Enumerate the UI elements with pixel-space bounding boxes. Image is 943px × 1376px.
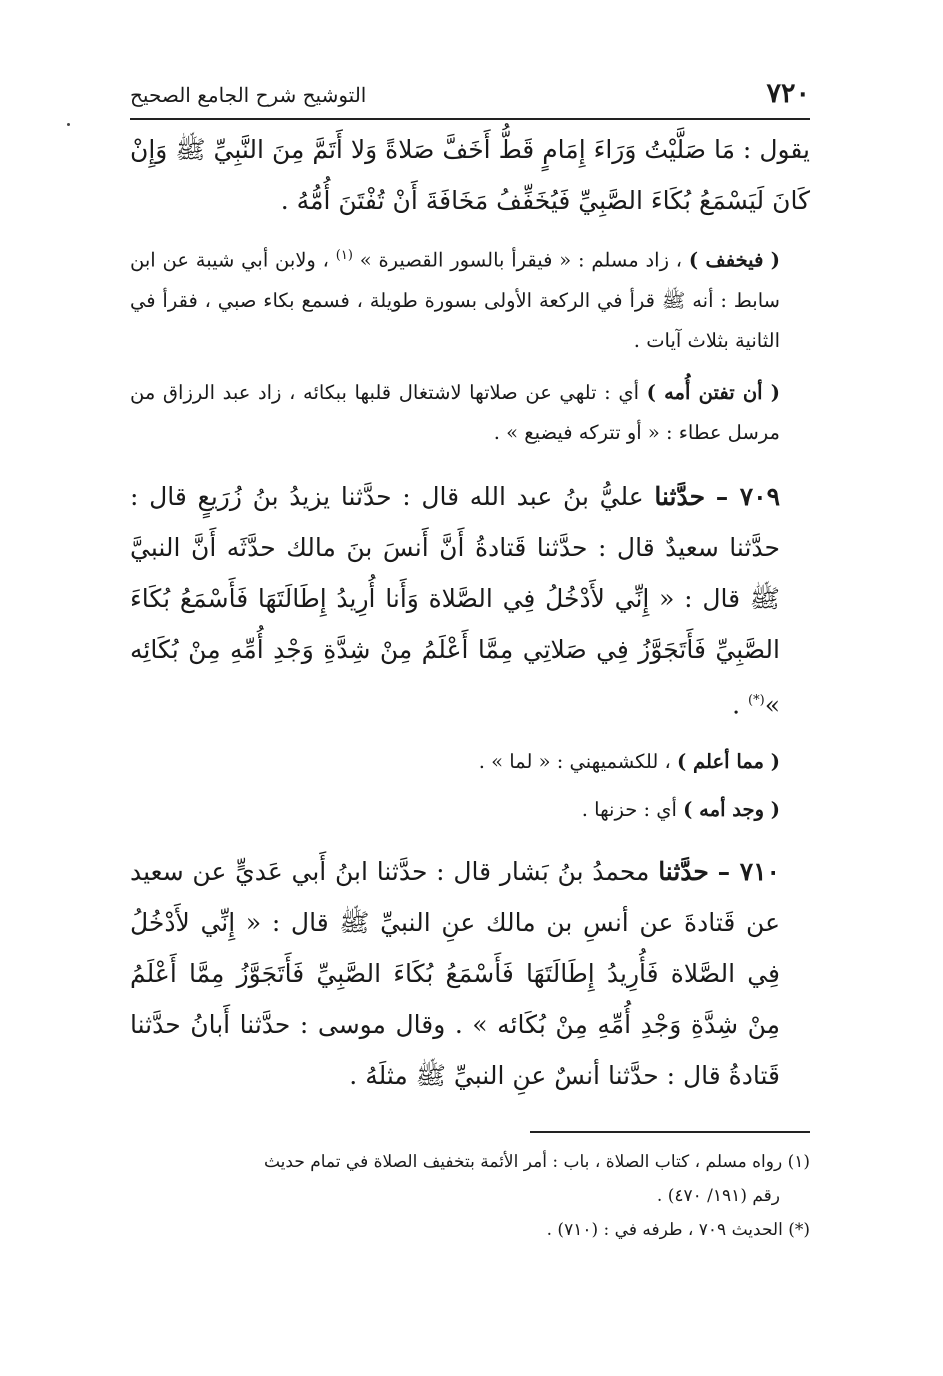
footnote-star: (*) الحديث ٧٠٩ ، طرفه في : (٧١٠) . <box>546 1219 810 1240</box>
scan-speck <box>67 123 70 126</box>
commentary-text: ، زاد مسلم : « فيقرأ بالسور القصيرة » <box>359 248 683 272</box>
hadith-text: محمدُ بنُ بَشار قال : حدَّثنا ابنُ أَبي عَديٍّ عن سعيد عن قَتادةَ عن أنسِ بن مالك عنِ النبيِّ ﷺ قال : « إِنِّي لأَدْخُلُ فِي الصَّلاة فَأُرِيدُ إِطَالَتَهَا فَأَسْمَعُ بُكَاءَ الصَّبِيِّ فَأَتَجَوَّزُ مِمَّا أَعْلَمُ مِنْ شِدَّةِ وَجْدِ أُمِّهِ مِنْ بُكَائه » . وقال موسى : حدَّثنا أَبانُ حدَّثنا قَتادةُ قال : حدَّثنا أنسٌ عنِ النبيِّ ﷺ مثلَهُ . <box>130 856 780 1090</box>
hadith-text: عليُّ بنُ عبد الله قال : حدَّثنا يزيدُ بنُ زُرَيعٍ قال : حدَّثنا سعيدٌ قال : حدَّثنا قَتادةُ أَنَّ أَنسَ بنَ مالك حدَّثَه أَنَّ النبيَّ ﷺ قال : « إِنِّي لأَدْخُلُ فِي الصَّلاة وَأَنا أُرِيدُ إِطَالَتَهَا فَأَسْمَعُ بُكَاءَ الصَّبِيِّ فَأَتَجَوَّزُ فِي صَلاتِي مِمَّا أَعْلَمُ مِنْ شِدَّةِ وَجْدِ أُمِّهِ مِنْ بُكَائِه » <box>130 481 780 719</box>
footnote-1: (١) رواه مسلم ، كتاب الصلاة ، باب : أمر الأئمة بتخفيف الصلاة في تمام حديث <box>263 1151 810 1172</box>
hadith-709 <box>130 471 810 730</box>
hadith-continuation <box>130 124 810 226</box>
footnote-ref-star: (*) <box>748 692 765 708</box>
header-rule <box>130 118 810 120</box>
commentary-lemma: ( وجد أمه ) <box>683 797 780 821</box>
book-title: التوشيح شرح الجامع الصحيح <box>130 83 367 107</box>
footnote-separator <box>530 1131 810 1133</box>
commentary-mimma <box>130 742 810 782</box>
commentary-text: أي : حزنها . <box>581 797 677 821</box>
commentary-lemma: ( أن تفتن أُمه ) <box>646 380 781 404</box>
commentary-wajd <box>130 790 810 830</box>
footnote-ref-1: (١) <box>335 248 353 263</box>
hadith-end: . <box>732 689 741 719</box>
commentary-text: أي : تلهي عن صلاتها لاشتغال قلبها ببكائه ، زاد عبد الرزاق من مرسل عطاء : « أو تتركه فيضيع » . <box>130 380 780 444</box>
commentary-text: ، للكشميهني : « لما » . <box>478 749 671 773</box>
hadith-text: يقول : مَا صَلَّيْتُ وَرَاءَ إِمَامٍ قَطُّ أَخَفَّ صَلاةً وَلا أَتَمَّ مِنَ النَّبِيِّ ﷺ وَإِنْ كَانَ لَيَسْمَعُ بُكَاءَ الصَّبِيِّ فَيُخَفِّفُ مَخَافَةَ أَنْ تُفْتَنَ أُمُّهُ . <box>130 135 810 215</box>
hadith-number: ٧١٠ – <box>717 856 780 886</box>
commentary-yukhaffif <box>130 236 810 361</box>
commentary-tuftan <box>130 373 810 453</box>
commentary-lemma: ( فيخفف ) <box>688 248 781 272</box>
commentary-text: ، ولابن أبي شيبة عن ابن سابط : أنه ﷺ قرأ في الركعة الأولى بسورة طويلة ، فسمع بكاء صبي ، فقرأ في الثانية بثلاث آيات . <box>130 248 780 352</box>
hadith-710 <box>130 846 810 1101</box>
page-number: ٧٢٠ <box>766 78 810 109</box>
hadith-lead: حدَّثنا <box>658 856 709 886</box>
running-header <box>130 78 810 118</box>
hadith-number: ٧٠٩ – <box>715 481 781 511</box>
footnote-1-continuation: رقم (١٩١/ ٤٧٠) . <box>656 1185 780 1206</box>
footnotes <box>130 1145 810 1247</box>
hadith-lead: حدَّثنا <box>654 481 706 511</box>
book-page <box>130 78 810 1247</box>
commentary-lemma: ( مما أعلم ) <box>677 749 780 773</box>
